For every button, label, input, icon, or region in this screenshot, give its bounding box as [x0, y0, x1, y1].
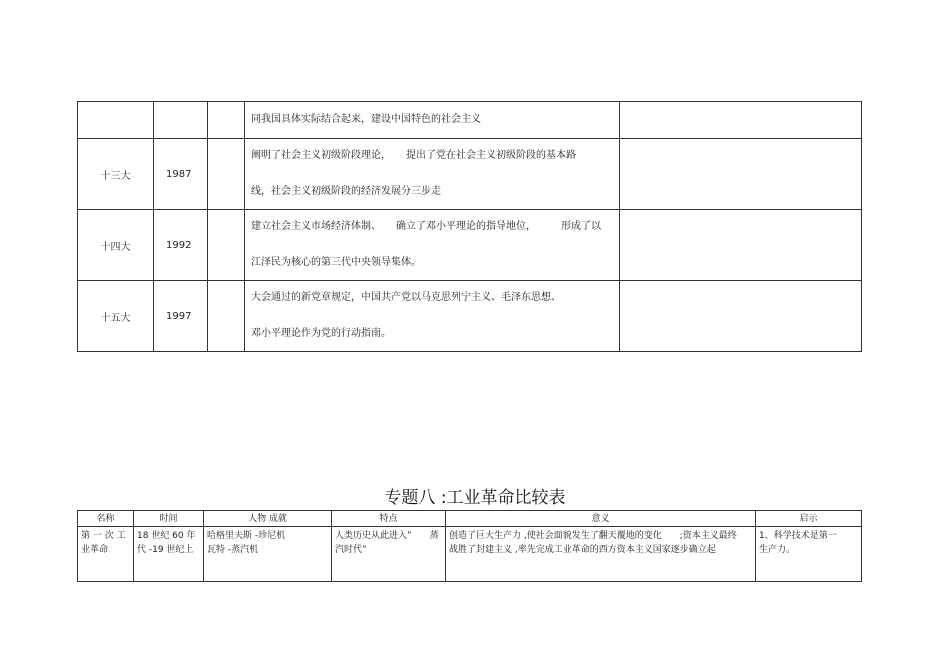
empty-cell	[620, 102, 862, 139]
cell-line: 战胜了封建主义 ,率先完成工业革命的西方资本主义国家逐步确立起	[449, 545, 716, 555]
empty-cell	[620, 281, 862, 352]
column-header: 启示	[756, 511, 862, 527]
cell-line: 人类历史从此进入” 蒸	[335, 531, 439, 541]
congress-name-cell: 十三大	[78, 139, 154, 210]
empty-cell	[208, 281, 245, 352]
year-cell: 1992	[154, 210, 208, 281]
column-header: 时间	[134, 511, 204, 527]
line-gap	[251, 236, 619, 254]
table-row	[78, 527, 862, 582]
table-row	[78, 102, 862, 139]
lesson-cell	[756, 527, 862, 582]
content-line: 大会通过的新党章规定，中国共产党以马克思列宁主义、毛泽东思想、	[251, 292, 561, 303]
cell-line: 生产力。	[759, 545, 796, 555]
content-cell	[245, 139, 620, 210]
party-congress-table	[77, 101, 862, 352]
empty-cell	[620, 210, 862, 281]
content-line: 江泽民为核心的第三代中央领导集体。	[251, 257, 421, 268]
cell-line: 汽时代”	[335, 545, 367, 555]
congress-name-cell	[78, 102, 154, 139]
table-row	[78, 281, 862, 352]
cell-line: 瓦特 -蒸汽机	[207, 545, 259, 555]
page-title: 专题八 :工业革命比较表	[384, 488, 566, 508]
cell-line: 第 一 次 工	[81, 531, 126, 541]
column-header: 特点	[332, 511, 446, 527]
feature-cell	[332, 527, 446, 582]
cell-line: 代 -19 世纪上	[137, 545, 194, 555]
time-cell	[134, 527, 204, 582]
content-line: 线，社会主义初级阶段的经济发展分三步走	[251, 186, 441, 197]
year-cell: 1997	[154, 281, 208, 352]
congress-name-cell: 十四大	[78, 210, 154, 281]
people-cell	[204, 527, 332, 582]
industrial-revolution-table	[77, 510, 862, 582]
line-gap	[251, 165, 619, 183]
table-row	[78, 139, 862, 210]
empty-cell	[208, 210, 245, 281]
table-row	[78, 210, 862, 281]
name-cell	[78, 527, 134, 582]
congress-name-cell: 十五大	[78, 281, 154, 352]
cell-line: 创造了巨大生产力 ,使社会面貌发生了翻天覆地的变化 ;资本主义最终	[449, 531, 737, 541]
empty-cell	[208, 102, 245, 139]
cell-line: 业革命	[81, 545, 109, 555]
content-cell	[245, 102, 620, 139]
year-cell	[154, 102, 208, 139]
column-header: 人物 成就	[204, 511, 332, 527]
line-gap	[251, 307, 619, 325]
empty-cell	[620, 139, 862, 210]
content-line: 邓小平理论作为党的行动指南。	[251, 328, 391, 339]
cell-line: 18 世纪 60 年	[137, 531, 196, 541]
meaning-cell	[446, 527, 756, 582]
content-cell	[245, 281, 620, 352]
column-header: 名称	[78, 511, 134, 527]
column-header: 意义	[446, 511, 756, 527]
year-cell: 1987	[154, 139, 208, 210]
cell-line: 1、科学技术是第一	[759, 531, 837, 541]
content-line: 阐明了社会主义初级阶段理论， 提出了党在社会主义初级阶段的基本路	[251, 150, 576, 161]
content-line: 建立社会主义市场经济体制、 确立了邓小平理论的指导地位， 形成了以	[251, 221, 601, 232]
content-line: 同我国具体实际结合起来，建设中国特色的社会主义	[251, 114, 481, 125]
empty-cell	[208, 139, 245, 210]
header-row	[78, 511, 862, 527]
cell-line: 哈格里夫斯 -珍尼机	[207, 531, 286, 541]
content-cell	[245, 210, 620, 281]
